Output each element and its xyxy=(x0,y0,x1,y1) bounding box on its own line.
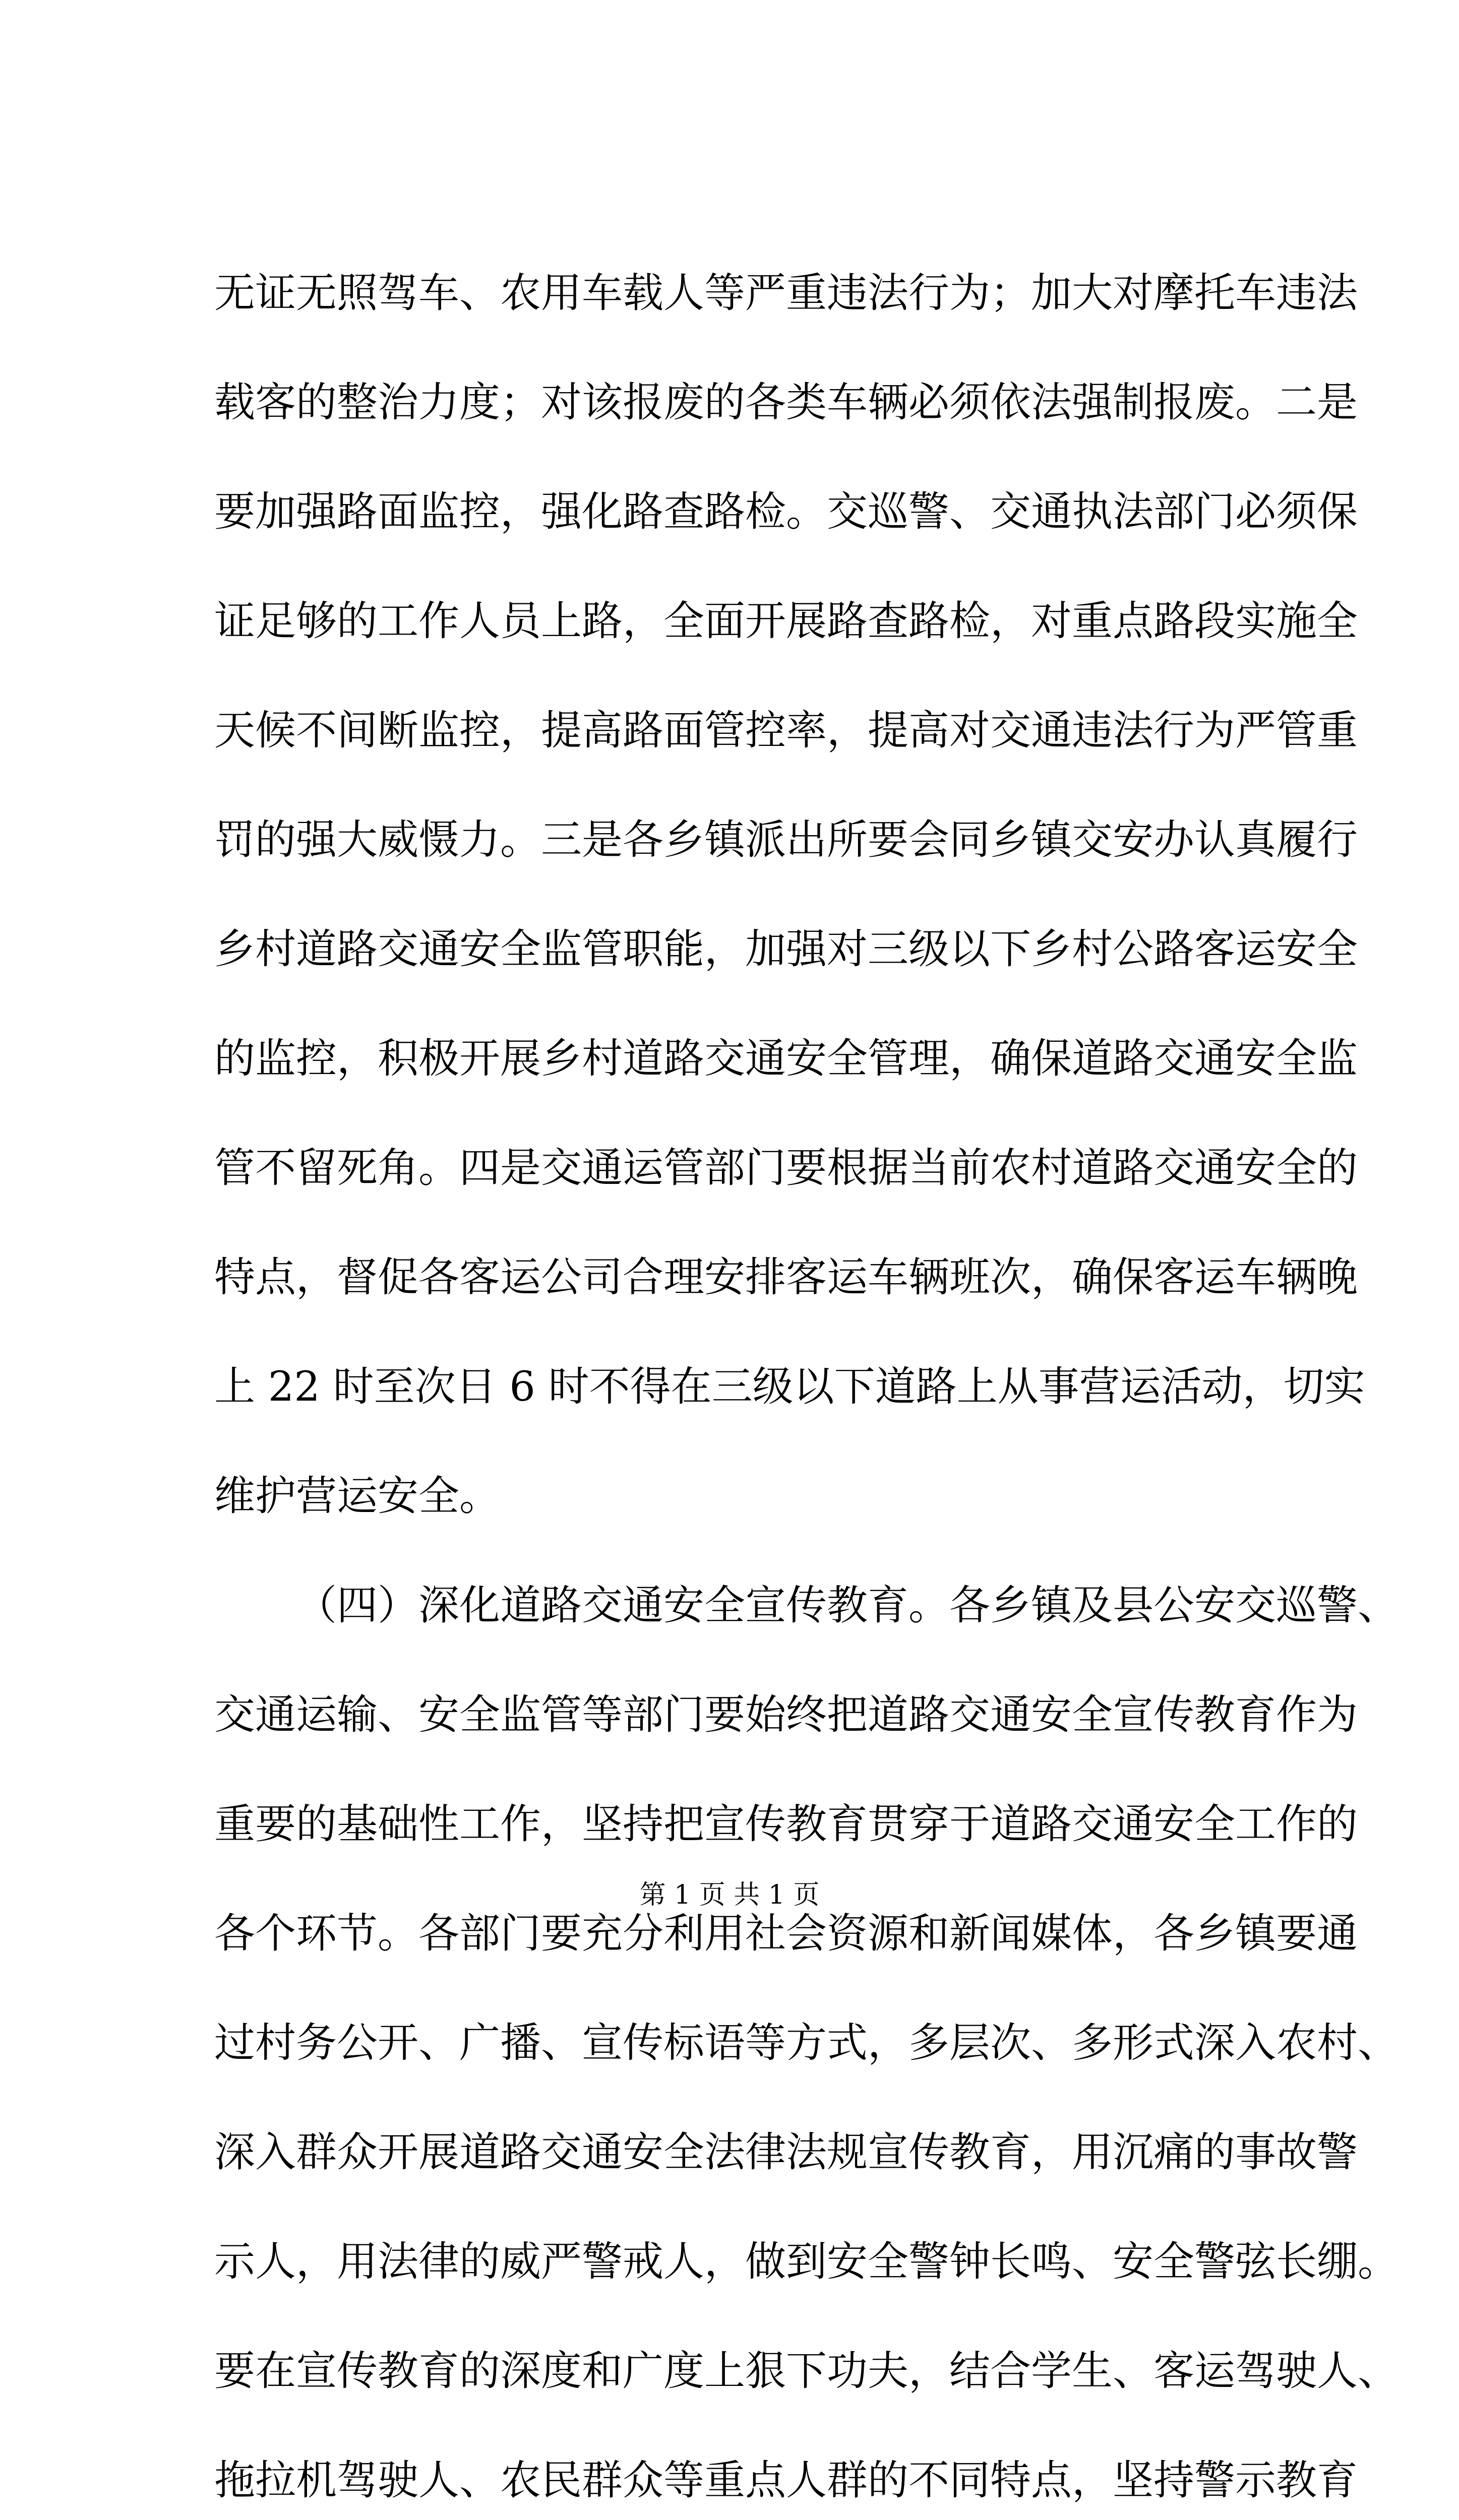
text-line: 无证无照驾车、农用车载人等严重违法行为；加大对摩托车违法 xyxy=(214,270,1358,317)
text-line: 维护营运安全。 xyxy=(214,1473,501,1520)
text-line: 要在宣传教育的深度和广度上狠下功夫，结合学生、客运驾驶人、 xyxy=(214,2348,1399,2395)
text-line: 的监控，积极开展乡村道路交通安全管理，确保道路交通安全监 xyxy=(214,1035,1358,1083)
text-line: 各个环节。各部门要充分利用社会资源和新闻媒体，各乡镇要通 xyxy=(214,1910,1358,1958)
text-line: 罚的强大威慑力。三是各乡镇派出所要会同乡镇交安办认真履行 xyxy=(214,816,1358,864)
text-line: 乡村道路交通安全监管职能，加强对三级以下乡村公路客运安全 xyxy=(214,926,1358,973)
text-line: 示人，用法律的威严警戒人，做到安全警钟长鸣、安全警弦长绷。 xyxy=(214,2238,1399,2286)
text-line: 管不留死角。四是交通运管部门要根据当前农村道路交通安全的 xyxy=(214,1145,1358,1192)
text-line: 交通运输、安全监管等部门要始终把道路交通安全宣传教育作为 xyxy=(214,1691,1358,1739)
text-line: 要加强路面监控，强化路查路检。交巡警、交通执法部门必须保 xyxy=(214,488,1358,536)
text-line: 深入群众开展道路交通安全法律法规宣传教育，用沉痛的事故警 xyxy=(214,2129,1358,2176)
text-line-indented: （四）深化道路交通安全宣传教育。各乡镇及县公安交巡警、 xyxy=(296,1582,1399,1629)
text-line: 证足够的工作人员上路，全面开展路查路检，对重点路段实施全 xyxy=(214,598,1358,645)
text-line: 天候不间断监控，提高路面管控率，提高对交通违法行为严管重 xyxy=(214,707,1358,754)
text-line: 过村务公开、广播、宣传标语等方式，多层次、多形式深入农村、 xyxy=(214,2020,1399,2067)
text-line: 载客的整治力度；对该报废的各类车辆必须依法强制报废。二是 xyxy=(214,379,1358,426)
body-text xyxy=(214,270,1399,2520)
page-footer: 第 1 页 共 1 页 xyxy=(639,1880,820,1910)
text-line: 特点，督促各客运公司合理安排客运车辆班次，确保客运车辆晚 xyxy=(214,1254,1358,1301)
text-line: 上 22 时至次日 6 时不得在三级以下道路上从事营运活动，切实 xyxy=(214,1363,1365,1411)
text-line: 拖拉机驾驶人、农民群众等重点人群的不同特点，坚持警示教育 xyxy=(214,2457,1358,2504)
text-line: 重要的基础性工作，坚持把宣传教育贯穿于道路交通安全工作的 xyxy=(214,1801,1358,1848)
